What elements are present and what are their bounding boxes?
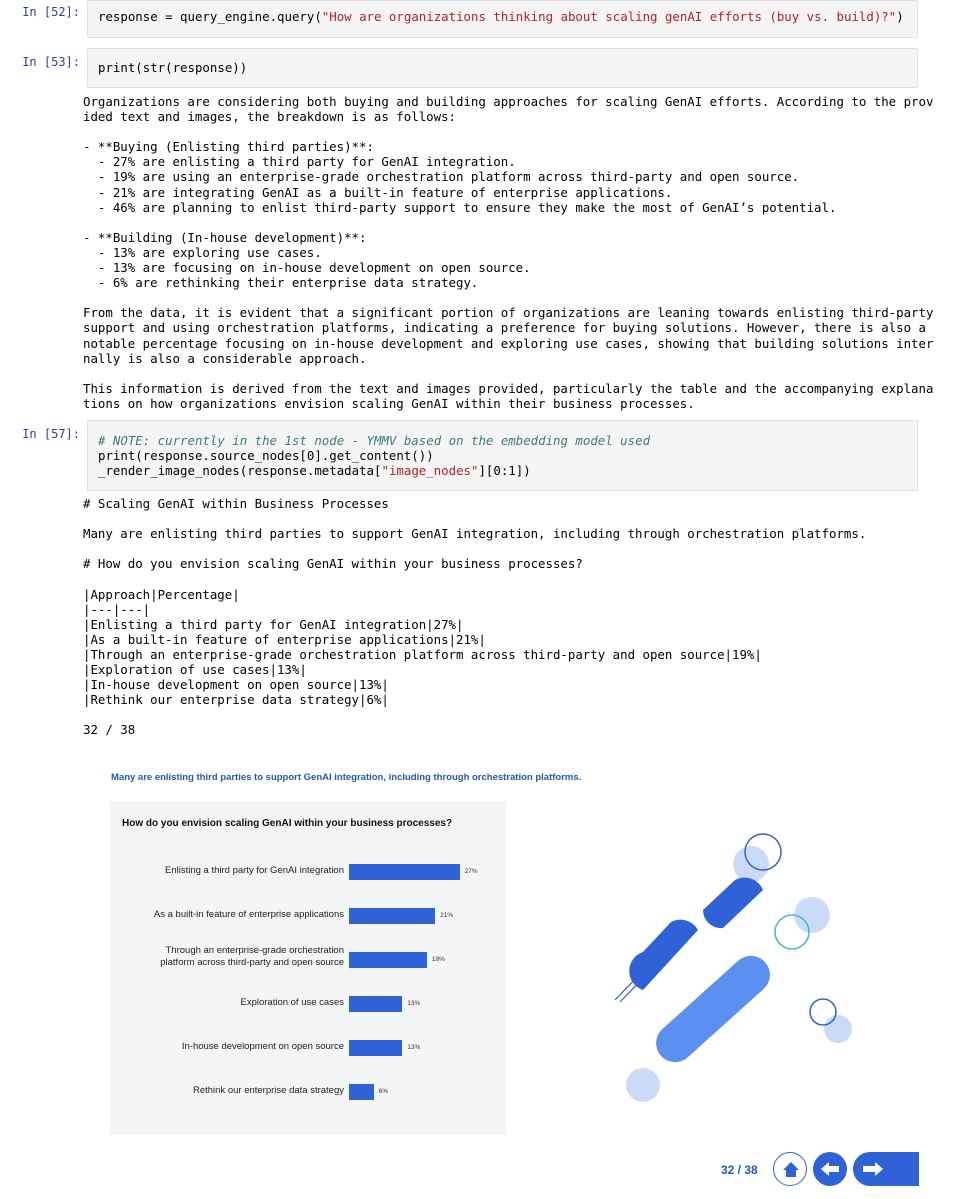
decorative-graphic	[603, 820, 863, 1110]
bar-label: In-house development on open source	[181, 1041, 344, 1052]
code-cell[interactable]	[87, 420, 918, 491]
bar-label: Rethink our enterprise data strategy	[192, 1085, 344, 1096]
cell-prompt: In [57]:	[22, 427, 80, 441]
slide-headline: Many are enlisting third parties to support GenAI integration, including through orchestration platforms.	[111, 772, 582, 783]
bar-label: As a built-in feature of enterprise applications	[153, 909, 344, 920]
bar	[349, 1040, 402, 1056]
chart-bar-row	[110, 945, 506, 975]
cell-prompt: In [52]:	[22, 5, 80, 19]
code-text: )	[896, 9, 904, 24]
bar	[349, 1084, 374, 1100]
arrow-left-icon	[813, 1152, 847, 1186]
previous-button[interactable]	[813, 1152, 847, 1186]
code-text: _render_image_nodes(response.metadata[	[98, 463, 382, 478]
bar-value-label: 13%	[407, 1000, 421, 1007]
code-text: print(str(response))	[98, 60, 248, 75]
code-cell[interactable]	[87, 48, 918, 88]
bar-value-label: 19%	[431, 956, 445, 963]
deco-pill	[629, 920, 698, 990]
chart-bar-row	[110, 857, 506, 887]
bar-label: Through an enterprise-grade orchestration platform across third-party and open source	[160, 945, 344, 968]
deco-circle	[733, 846, 769, 882]
chart-bar-row	[110, 901, 506, 931]
bar	[349, 952, 427, 968]
bar-label: Exploration of use cases	[240, 997, 344, 1008]
bar-chart	[110, 801, 506, 1135]
home-button[interactable]	[773, 1152, 807, 1186]
cell-output: # Scaling GenAI within Business Processes Many are enlisting third parties to support GenAI integration, including through orchestration platforms. # How do you envision scaling GenAI within your business processes? |Approach|Percentage| |---|---| |Enlisting a third party for GenAI integration|27%| |As a built-in feature of enterprise applications|21%| |Through an enterprise-grade orchestration platform across third-party and open source|19%| |Exploration of use cases|13%| |In-house development on open source|13%| |Rethink our enterprise data strategy|6%| 32 / 38	[83, 496, 867, 738]
arrow-right-icon	[853, 1152, 893, 1186]
deco-circle	[810, 999, 836, 1025]
deco-pill	[703, 878, 763, 929]
deco-circle	[626, 1068, 660, 1102]
bar-value-label: 27%	[464, 868, 478, 875]
bar	[349, 864, 460, 880]
page-indicator: 32 / 38	[721, 1163, 758, 1177]
bar	[349, 908, 435, 924]
chart-bar-row	[110, 1077, 506, 1107]
slide-navigation	[713, 1150, 923, 1190]
deco-circle	[775, 915, 809, 949]
code-string: "How are organizations thinking about scaling genAI efforts (buy vs. build)?"	[321, 9, 897, 24]
code-text: print(response.source_nodes[0].get_content())	[98, 448, 434, 463]
bar	[349, 996, 402, 1012]
chart-title: How do you envision scaling GenAI within your business processes?	[122, 818, 453, 829]
deco-circle	[794, 897, 830, 933]
bar-value-label: 21%	[440, 912, 454, 919]
deco-circle	[824, 1015, 852, 1043]
slide-image	[83, 760, 923, 1190]
chart-bar-row	[110, 1033, 506, 1063]
bar-value-label: 13%	[407, 1044, 421, 1051]
bar-label: Enlisting a third party for GenAI integration	[164, 865, 344, 876]
code-comment: # NOTE: currently in the 1st node - YMMV based on the embedding model used	[98, 433, 651, 448]
next-button[interactable]	[853, 1152, 919, 1186]
chart-bar-row	[110, 989, 506, 1019]
deco-pill	[648, 948, 777, 1070]
code-string: "image_nodes"	[381, 463, 479, 478]
bar-value-label: 6%	[378, 1088, 388, 1095]
code-text: ][0:1])	[478, 463, 531, 478]
code-text: response = query_engine.query(	[98, 9, 322, 24]
cell-output: Organizations are considering both buying and building approaches for scaling GenAI efforts. According to the prov ided text and images, the breakdown is as follows: - **Buying (Enlisting third parties)**: - 27% are enlisting a third party for GenAI integration. - 19% are using an enterprise-grade orchestration platform across third-party and open source. - 21% are integrating GenAI as a built-in feature of enterprise applications. - 46% are planning to enlist third-party support to ensure they make the most of GenAI’s potential. - **Building (In-house development)**: - 13% are exploring use cases. - 13% are focusing on in-house development on open source. - 6% are rethinking their enterprise data strategy. From the data, it is evident that a significant portion of organizations are leaning towards enlisting third-party support and using orchestration platforms, indicating a preference for buying solutions. However, there is also a notable percentage focusing on in-house development and exploring use cases, showing that building solutions inter nally is also a considerable approach. This information is derived from the text and images provided, particularly the table and the accompanying explana tions on how organizations envision scaling GenAI within their business processes.	[83, 94, 934, 411]
cell-prompt: In [53]:	[22, 55, 80, 69]
home-icon	[774, 1153, 808, 1187]
code-cell[interactable]	[87, 0, 918, 38]
